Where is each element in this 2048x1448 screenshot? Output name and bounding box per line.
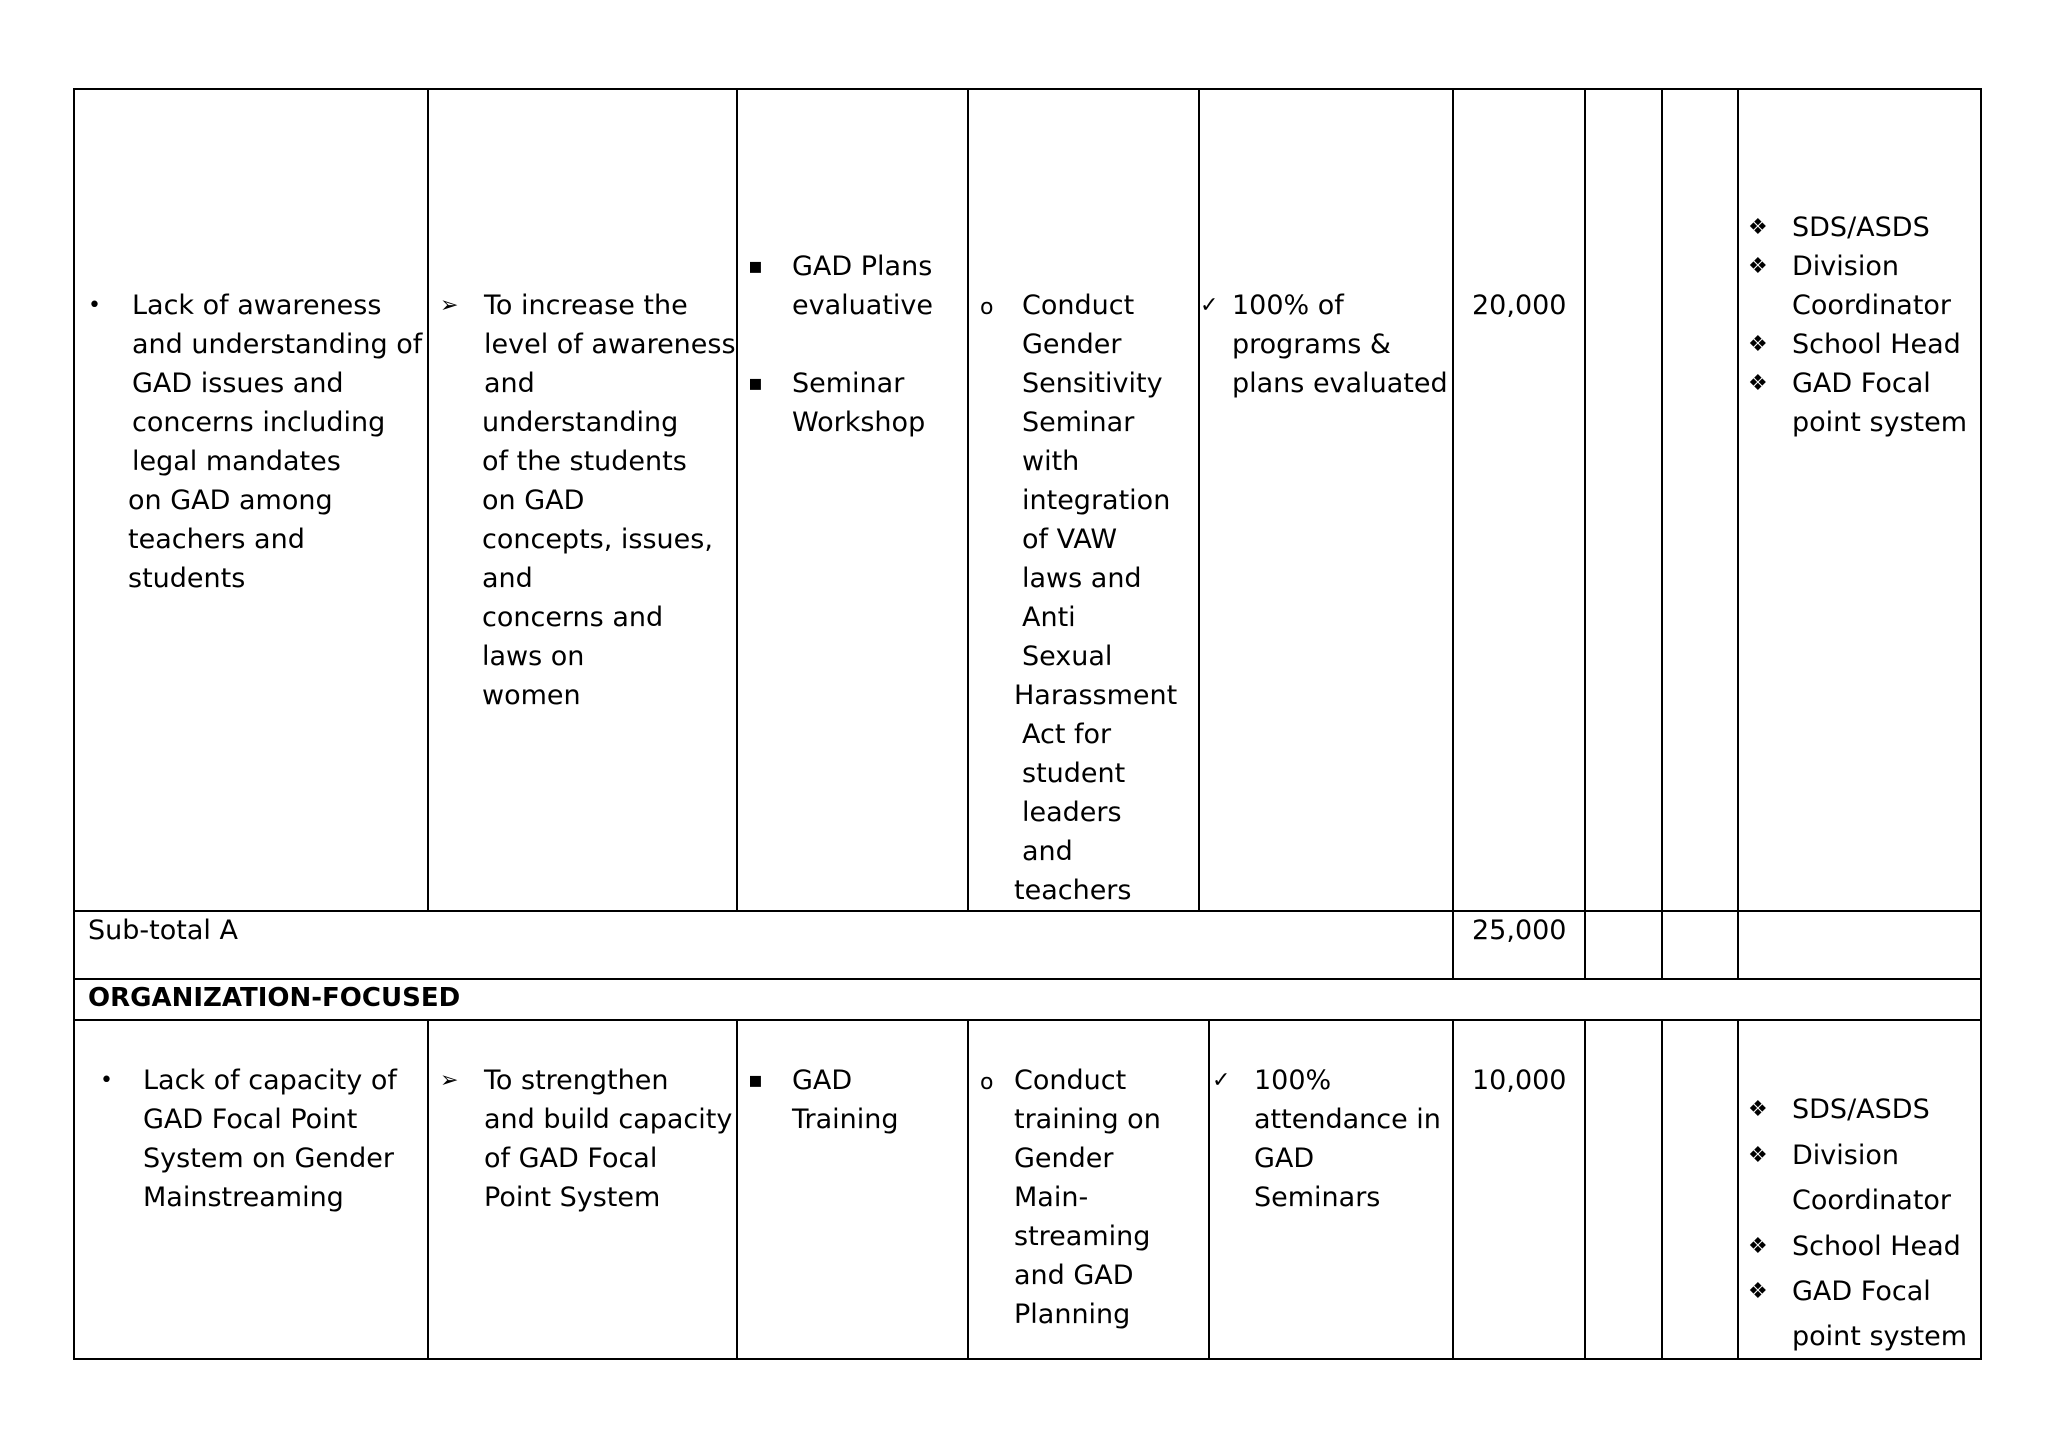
responsible-line: School Head <box>1792 1231 1961 1262</box>
activity-line: Sensitivity <box>1022 368 1163 399</box>
indicator-line: 100% <box>1254 1065 1332 1096</box>
ppa-line: GAD Plans <box>792 251 933 282</box>
responsible-line: GAD Focal <box>1792 368 1931 399</box>
diamond-bullet-icon: ❖ <box>1748 1143 1768 1168</box>
activity-line: training on <box>1014 1104 1161 1135</box>
objective-line: understanding <box>482 407 679 438</box>
issue-line: System on Gender <box>143 1143 394 1174</box>
ppa-line: Workshop <box>792 407 926 438</box>
col-divider <box>1661 88 1663 979</box>
responsible-line: SDS/ASDS <box>1792 212 1930 243</box>
activity-line: integration <box>1022 485 1171 516</box>
issue-line: students <box>128 563 246 594</box>
activity-line: leaders <box>1022 797 1122 828</box>
diamond-bullet-icon: ❖ <box>1748 1279 1768 1304</box>
activity-line: Conduct <box>1022 290 1135 321</box>
issue-line: Lack of capacity of <box>143 1065 397 1096</box>
activity-line: Main- <box>1014 1182 1089 1213</box>
responsible-line: point system <box>1792 407 1968 438</box>
indicator-line: GAD <box>1254 1143 1315 1174</box>
objective-line: Point System <box>484 1182 661 1213</box>
activity-line: Gender <box>1022 329 1122 360</box>
issue-line: GAD Focal Point <box>143 1104 358 1135</box>
issue-line: teachers and <box>128 524 305 555</box>
col-divider <box>1661 1019 1663 1359</box>
table-top-border <box>73 88 1982 90</box>
objective-line: of the students <box>482 446 687 477</box>
responsible-line: SDS/ASDS <box>1792 1094 1930 1125</box>
responsible-line: Coordinator <box>1792 290 1952 321</box>
col-divider <box>1584 1019 1586 1359</box>
table-right-border <box>1980 88 1982 1360</box>
col-divider <box>967 88 969 911</box>
activity-line: Planning <box>1014 1299 1131 1330</box>
activity-line: and GAD <box>1014 1260 1134 1291</box>
issue-line: concerns including <box>132 407 386 438</box>
indicator-line: plans evaluated <box>1232 368 1448 399</box>
objective-line: on GAD <box>482 485 585 516</box>
col-divider <box>736 1019 738 1359</box>
row-divider <box>73 910 1982 912</box>
indicator-line: Seminars <box>1254 1182 1381 1213</box>
issue-line: GAD issues and <box>132 368 344 399</box>
activity-line: with <box>1022 446 1080 477</box>
objective-line: and <box>484 368 535 399</box>
col-divider <box>1452 88 1454 979</box>
objective-line: concerns and <box>482 602 664 633</box>
col-divider <box>1737 88 1739 979</box>
activity-line: Conduct <box>1014 1065 1127 1096</box>
section-header: ORGANIZATION-FOCUSED <box>88 983 461 1013</box>
col-divider <box>1737 1019 1739 1359</box>
diamond-bullet-icon: ❖ <box>1748 371 1768 396</box>
subtotal-label: Sub-total A <box>88 915 238 946</box>
activity-line: laws and <box>1022 563 1142 594</box>
activity-line: Seminar <box>1022 407 1135 438</box>
row2-budget: 10,000 <box>1472 1065 1567 1096</box>
bullet-icon: • <box>88 293 101 318</box>
activity-line: of VAW <box>1022 524 1118 555</box>
check-icon: ✓ <box>1212 1068 1231 1093</box>
col-divider <box>427 1019 429 1359</box>
row1-budget: 20,000 <box>1472 290 1567 321</box>
responsible-line: Division <box>1792 1140 1899 1171</box>
ppa-line: GAD <box>792 1065 853 1096</box>
diamond-bullet-icon: ❖ <box>1748 1097 1768 1122</box>
arrow-bullet-icon: ➢ <box>440 1068 459 1093</box>
indicator-line: 100% of <box>1232 290 1344 321</box>
diamond-bullet-icon: ❖ <box>1748 215 1768 240</box>
objective-line: and build capacity <box>484 1104 733 1135</box>
indicator-line: programs & <box>1232 329 1391 360</box>
arrow-bullet-icon: ➢ <box>440 293 459 318</box>
check-icon: ✓ <box>1200 293 1219 318</box>
issue-line: Lack of awareness <box>132 290 382 321</box>
responsible-line: point system <box>1792 1321 1968 1352</box>
col-divider <box>1452 1019 1454 1359</box>
objective-line: women <box>482 680 581 711</box>
responsible-line: GAD Focal <box>1792 1276 1931 1307</box>
issue-line: legal mandates <box>132 446 341 477</box>
activity-line: Sexual <box>1022 641 1113 672</box>
ppa-line: evaluative <box>792 290 933 321</box>
col-divider <box>1584 88 1586 979</box>
objective-line: concepts, issues, <box>482 524 713 555</box>
activity-line: student <box>1022 758 1126 789</box>
col-divider <box>427 88 429 911</box>
ppa-line: Seminar <box>792 368 905 399</box>
circle-bullet-icon: o <box>980 295 994 320</box>
activity-line: streaming <box>1014 1221 1151 1252</box>
objective-line: level of awareness <box>484 329 736 360</box>
issue-line: on GAD among <box>128 485 333 516</box>
diamond-bullet-icon: ❖ <box>1748 254 1768 279</box>
bullet-icon: • <box>100 1068 113 1093</box>
col-divider <box>967 1019 969 1359</box>
objective-line: To strengthen <box>484 1065 669 1096</box>
square-bullet-icon: ▪ <box>748 254 763 279</box>
responsible-line: Coordinator <box>1792 1185 1952 1216</box>
activity-line: Act for <box>1022 719 1112 750</box>
subtotal-amount: 25,000 <box>1472 915 1567 946</box>
row-divider <box>73 1019 1982 1021</box>
objective-line: laws on <box>482 641 585 672</box>
activity-line: and <box>1022 836 1073 867</box>
ppa-line: Training <box>792 1104 899 1135</box>
col-divider <box>736 88 738 911</box>
issue-line: Mainstreaming <box>143 1182 344 1213</box>
diamond-bullet-icon: ❖ <box>1748 1234 1768 1259</box>
table-left-border <box>73 88 75 1360</box>
activity-line: teachers <box>1014 875 1132 906</box>
table-bottom-border <box>73 1358 1982 1360</box>
responsible-line: Division <box>1792 251 1899 282</box>
objective-line: To increase the <box>484 290 688 321</box>
square-bullet-icon: ▪ <box>748 1068 763 1093</box>
circle-bullet-icon: o <box>980 1070 994 1095</box>
activity-line: Gender <box>1014 1143 1114 1174</box>
objective-line: of GAD Focal <box>484 1143 658 1174</box>
responsible-line: School Head <box>1792 329 1961 360</box>
square-bullet-icon: ▪ <box>748 371 763 396</box>
issue-line: and understanding of <box>132 329 423 360</box>
indicator-line: attendance in <box>1254 1104 1441 1135</box>
diamond-bullet-icon: ❖ <box>1748 332 1768 357</box>
activity-line: Harassment <box>1014 680 1178 711</box>
col-divider <box>1208 1019 1210 1359</box>
activity-line: Anti <box>1022 602 1076 633</box>
col-divider <box>1198 88 1200 911</box>
objective-line: and <box>482 563 533 594</box>
